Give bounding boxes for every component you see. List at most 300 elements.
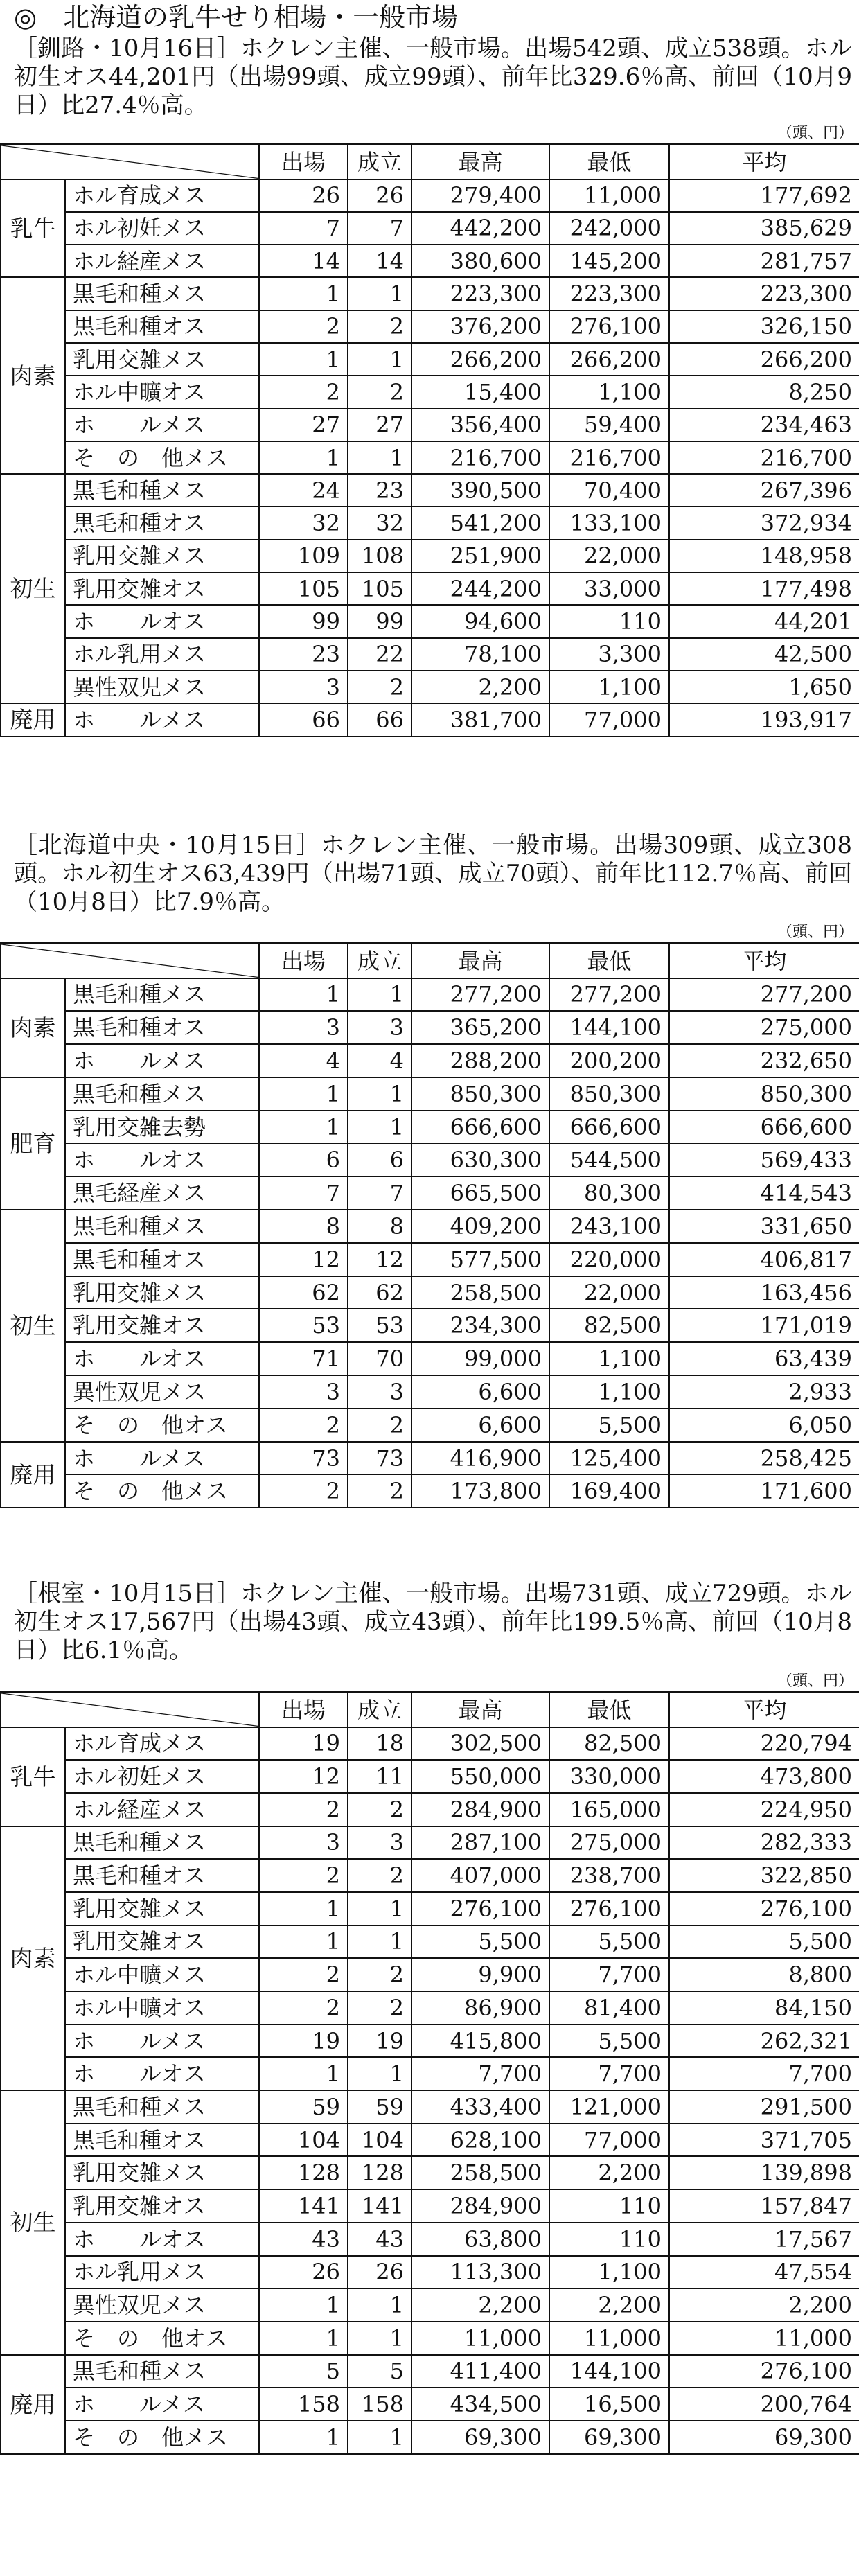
value-cell: 59,400 (549, 409, 669, 441)
value-cell: 105 (348, 572, 411, 605)
value-cell: 2,933 (669, 1375, 859, 1409)
breed-label: 黒毛和種メス (65, 978, 259, 1012)
category-label: 乳牛 (1, 1727, 65, 1826)
table-row (1, 2124, 859, 2157)
column-header: 出場 (259, 944, 348, 978)
table-row (1, 978, 859, 1012)
breed-label: ホ ルオス (65, 1143, 259, 1176)
value-cell: 128 (348, 2156, 411, 2189)
category-label: 肉素 (1, 978, 65, 1077)
header-corner (1, 145, 259, 179)
value-cell: 26 (348, 2256, 411, 2289)
value-cell: 128 (259, 2156, 348, 2189)
value-cell: 26 (259, 179, 348, 212)
breed-label: ホ ルメス (65, 409, 259, 441)
value-cell: 2,200 (411, 671, 549, 703)
value-cell: 7 (259, 1176, 348, 1210)
breed-label: 黒毛和種メス (65, 1210, 259, 1243)
value-cell: 371,705 (669, 2124, 859, 2157)
value-cell: 8 (259, 1210, 348, 1243)
value-cell: 1 (348, 343, 411, 376)
column-header: 成立 (348, 145, 411, 179)
value-cell: 1 (259, 441, 348, 474)
breed-label: そ の 他メス (65, 1474, 259, 1508)
breed-label: ホ ルオス (65, 2223, 259, 2256)
column-header: 最高 (411, 944, 549, 978)
value-cell: 59 (259, 2090, 348, 2124)
value-cell: 19 (348, 2024, 411, 2058)
value-cell: 1 (259, 2288, 348, 2322)
value-cell: 3,300 (549, 638, 669, 671)
value-cell: 158 (348, 2388, 411, 2421)
table-row (1, 671, 859, 703)
value-cell: 216,700 (549, 441, 669, 474)
table-row (1, 376, 859, 408)
value-cell: 216,700 (411, 441, 549, 474)
value-cell: 628,100 (411, 2124, 549, 2157)
breed-label: そ の 他オス (65, 1409, 259, 1442)
table-row (1, 1793, 859, 1826)
value-cell: 380,600 (411, 245, 549, 277)
value-cell: 44,201 (669, 605, 859, 637)
value-cell: 104 (259, 2124, 348, 2157)
value-cell: 1,100 (549, 1342, 669, 1375)
value-cell: 2 (348, 1859, 411, 1892)
category-label: 初生 (1, 2090, 65, 2355)
value-cell: 4 (348, 1044, 411, 1077)
breed-label: ホル経産メス (65, 245, 259, 277)
value-cell: 47,554 (669, 2256, 859, 2289)
value-cell: 258,500 (411, 1276, 549, 1309)
value-cell: 372,934 (669, 506, 859, 539)
value-cell: 141 (348, 2189, 411, 2223)
table-row (1, 1826, 859, 1860)
value-cell: 23 (259, 638, 348, 671)
table-row (1, 2223, 859, 2256)
value-cell: 2 (348, 671, 411, 703)
value-cell: 69,300 (549, 2421, 669, 2454)
value-cell: 258,425 (669, 1442, 859, 1475)
value-cell: 11,000 (411, 2322, 549, 2355)
value-cell: 125,400 (549, 1442, 669, 1475)
table-row (1, 506, 859, 539)
breed-label: 黒毛和種オス (65, 1243, 259, 1276)
breed-label: 黒毛和種オス (65, 310, 259, 343)
value-cell: 84,150 (669, 1991, 859, 2024)
table-row (1, 1143, 859, 1176)
table-row (1, 1409, 859, 1442)
breed-label: 乳用交雑オス (65, 572, 259, 605)
value-cell: 385,629 (669, 212, 859, 245)
breed-label: 黒毛和種オス (65, 2124, 259, 2157)
value-cell: 17,567 (669, 2223, 859, 2256)
breed-label: 異性双児メス (65, 1375, 259, 1409)
breed-label: ホ ルオス (65, 605, 259, 637)
table-row (1, 703, 859, 736)
value-cell: 411,400 (411, 2355, 549, 2388)
value-cell: 6,600 (411, 1409, 549, 1442)
diagonal-line (1, 944, 258, 978)
value-cell: 1 (259, 1111, 348, 1144)
value-cell: 330,000 (549, 1760, 669, 1793)
value-cell: 1 (348, 2322, 411, 2355)
value-cell: 3 (348, 1375, 411, 1409)
value-cell: 2 (259, 1474, 348, 1508)
value-cell: 9,900 (411, 1958, 549, 1991)
column-header: 最低 (549, 145, 669, 179)
header-corner (1, 944, 259, 978)
value-cell: 22 (348, 638, 411, 671)
value-cell: 169,400 (549, 1474, 669, 1508)
value-cell: 105 (259, 572, 348, 605)
value-cell: 22,000 (549, 540, 669, 572)
table-row (1, 1077, 859, 1111)
value-cell: 73 (348, 1442, 411, 1475)
price-table (0, 942, 859, 1508)
value-cell: 42,500 (669, 638, 859, 671)
value-cell: 577,500 (411, 1243, 549, 1276)
value-cell: 232,650 (669, 1044, 859, 1077)
value-cell: 473,800 (669, 1760, 859, 1793)
value-cell: 171,019 (669, 1309, 859, 1342)
table-row (1, 1210, 859, 1243)
column-header: 最低 (549, 1693, 669, 1727)
value-cell: 63,439 (669, 1342, 859, 1375)
value-cell: 5,500 (549, 1925, 669, 1959)
value-cell: 284,900 (411, 2189, 549, 2223)
breed-label: ホル初妊メス (65, 212, 259, 245)
value-cell: 6,050 (669, 1409, 859, 1442)
breed-label: 乳用交雑オス (65, 1309, 259, 1342)
value-cell: 24 (259, 474, 348, 506)
breed-label: そ の 他メス (65, 441, 259, 474)
value-cell: 7 (348, 1176, 411, 1210)
value-cell: 544,500 (549, 1143, 669, 1176)
table-row (1, 1760, 859, 1793)
value-cell: 3 (348, 1011, 411, 1044)
value-cell: 71 (259, 1342, 348, 1375)
breed-label: ホル乳用メス (65, 638, 259, 671)
value-cell: 165,000 (549, 1793, 669, 1826)
table-row (1, 1044, 859, 1077)
value-cell: 1,650 (669, 671, 859, 703)
value-cell: 110 (549, 605, 669, 637)
value-cell: 243,100 (549, 1210, 669, 1243)
value-cell: 282,333 (669, 1826, 859, 1860)
value-cell: 244,200 (411, 572, 549, 605)
value-cell: 276,100 (411, 1892, 549, 1925)
column-header: 成立 (348, 944, 411, 978)
value-cell: 5,500 (669, 1925, 859, 1959)
table-row (1, 2388, 859, 2421)
value-cell: 1 (259, 1925, 348, 1959)
value-cell: 266,200 (411, 343, 549, 376)
value-cell: 2 (348, 1409, 411, 1442)
value-cell: 1 (348, 2421, 411, 2454)
value-cell: 144,100 (549, 1011, 669, 1044)
diagonal-line (1, 1693, 258, 1727)
column-header: 平均 (669, 1693, 859, 1727)
unit-label: （頭、円） (777, 125, 853, 142)
value-cell: 381,700 (411, 703, 549, 736)
table-row (1, 2256, 859, 2289)
value-cell: 2,200 (549, 2288, 669, 2322)
value-cell: 5,500 (411, 1925, 549, 1959)
breed-label: ホル中曠オス (65, 1991, 259, 2024)
value-cell: 1 (348, 1077, 411, 1111)
value-cell: 1 (259, 343, 348, 376)
value-cell: 6 (259, 1143, 348, 1176)
value-cell: 104 (348, 2124, 411, 2157)
value-cell: 326,150 (669, 310, 859, 343)
value-cell: 666,600 (669, 1111, 859, 1144)
table-row (1, 343, 859, 376)
value-cell: 258,500 (411, 2156, 549, 2189)
value-cell: 43 (259, 2223, 348, 2256)
table-row (1, 1474, 859, 1508)
value-cell: 409,200 (411, 1210, 549, 1243)
value-cell: 15,400 (411, 376, 549, 408)
value-cell: 442,200 (411, 212, 549, 245)
value-cell: 266,200 (669, 343, 859, 376)
category-label: 初生 (1, 474, 65, 703)
breed-label: そ の 他オス (65, 2322, 259, 2355)
value-cell: 279,400 (411, 179, 549, 212)
table-row (1, 1892, 859, 1925)
value-cell: 1 (348, 277, 411, 310)
value-cell: 81,400 (549, 1991, 669, 2024)
breed-label: ホ ルメス (65, 1044, 259, 1077)
value-cell: 11,000 (669, 2322, 859, 2355)
table-row (1, 1111, 859, 1144)
value-cell: 8 (348, 1210, 411, 1243)
value-cell: 2,200 (669, 2288, 859, 2322)
value-cell: 3 (259, 1826, 348, 1860)
value-cell: 1 (348, 2288, 411, 2322)
table-row (1, 2156, 859, 2189)
value-cell: 390,500 (411, 474, 549, 506)
value-cell: 1,100 (549, 2256, 669, 2289)
value-cell: 850,300 (549, 1077, 669, 1111)
value-cell: 302,500 (411, 1727, 549, 1761)
category-label: 廃用 (1, 2355, 65, 2454)
value-cell: 66 (348, 703, 411, 736)
table-row (1, 2189, 859, 2223)
breed-label: 黒毛和種オス (65, 506, 259, 539)
breed-label: 黒毛和種メス (65, 474, 259, 506)
value-cell: 287,100 (411, 1826, 549, 1860)
value-cell: 850,300 (669, 1077, 859, 1111)
value-cell: 1 (259, 978, 348, 1012)
value-cell: 5 (259, 2355, 348, 2388)
table-row (1, 1276, 859, 1309)
table-row (1, 1859, 859, 1892)
table-row (1, 1176, 859, 1210)
value-cell: 4 (259, 1044, 348, 1077)
value-cell: 414,543 (669, 1176, 859, 1210)
value-cell: 234,300 (411, 1309, 549, 1342)
breed-label: 黒毛和種メス (65, 277, 259, 310)
value-cell: 3 (259, 1375, 348, 1409)
value-cell: 277,200 (411, 978, 549, 1012)
value-cell: 1 (348, 2057, 411, 2090)
value-cell: 3 (259, 1011, 348, 1044)
value-cell: 7 (348, 212, 411, 245)
table-row (1, 2057, 859, 2090)
breed-label: 乳用交雑メス (65, 1276, 259, 1309)
value-cell: 23 (348, 474, 411, 506)
value-cell: 434,500 (411, 2388, 549, 2421)
breed-label: ホル中曠メス (65, 1958, 259, 1991)
category-label: 乳牛 (1, 179, 65, 278)
value-cell: 200,764 (669, 2388, 859, 2421)
value-cell: 32 (348, 506, 411, 539)
breed-label: 黒毛経産メス (65, 1176, 259, 1210)
value-cell: 6 (348, 1143, 411, 1176)
value-cell: 12 (259, 1243, 348, 1276)
table-row (1, 1243, 859, 1276)
table-row (1, 179, 859, 212)
breed-label: ホ ルオス (65, 2057, 259, 2090)
table-row (1, 540, 859, 572)
value-cell: 59 (348, 2090, 411, 2124)
value-cell: 2 (259, 1958, 348, 1991)
value-cell: 14 (348, 245, 411, 277)
table-row (1, 1442, 859, 1475)
value-cell: 12 (259, 1760, 348, 1793)
table-row (1, 1011, 859, 1044)
value-cell: 238,700 (549, 1859, 669, 1892)
table-row (1, 605, 859, 637)
value-cell: 43 (348, 2223, 411, 2256)
breed-label: そ の 他メス (65, 2421, 259, 2454)
value-cell: 110 (549, 2189, 669, 2223)
value-cell: 284,900 (411, 1793, 549, 1826)
value-cell: 223,300 (669, 277, 859, 310)
value-cell: 224,950 (669, 1793, 859, 1826)
breed-label: ホル経産メス (65, 1793, 259, 1826)
value-cell: 275,000 (669, 1011, 859, 1044)
breed-label: 異性双児メス (65, 671, 259, 703)
value-cell: 1,100 (549, 671, 669, 703)
value-cell: 82,500 (549, 1727, 669, 1761)
value-cell: 1,100 (549, 1375, 669, 1409)
breed-label: ホル中曠オス (65, 376, 259, 408)
value-cell: 276,100 (669, 2355, 859, 2388)
value-cell: 2 (259, 310, 348, 343)
value-cell: 66 (259, 703, 348, 736)
category-label: 廃用 (1, 1442, 65, 1508)
value-cell: 99 (348, 605, 411, 637)
column-header: 平均 (669, 145, 859, 179)
value-cell: 12 (348, 1243, 411, 1276)
price-table (0, 1691, 859, 2455)
table-row (1, 2421, 859, 2454)
breed-label: 乳用交雑オス (65, 1925, 259, 1959)
value-cell: 569,433 (669, 1143, 859, 1176)
value-cell: 242,000 (549, 212, 669, 245)
value-cell: 1,100 (549, 376, 669, 408)
value-cell: 2 (348, 1991, 411, 2024)
value-cell: 62 (259, 1276, 348, 1309)
value-cell: 276,100 (669, 1892, 859, 1925)
market-summary: ［釧路・10月16日］ホクレン主催、一般市場。出場542頭、成立538頭。ホル初生オス44,201円（出場99頭、成立99頭）、前年比329.6％高、前回（10月9日）比27.4％高。 (14, 35, 852, 119)
column-header: 平均 (669, 944, 859, 978)
column-header: 出場 (259, 145, 348, 179)
table-row (1, 1727, 859, 1761)
breed-label: ホ ルメス (65, 2388, 259, 2421)
value-cell: 322,850 (669, 1859, 859, 1892)
value-cell: 7,700 (669, 2057, 859, 2090)
value-cell: 1 (259, 2057, 348, 2090)
value-cell: 11,000 (549, 2322, 669, 2355)
table-row (1, 441, 859, 474)
value-cell: 8,250 (669, 376, 859, 408)
value-cell: 110 (549, 2223, 669, 2256)
value-cell: 14 (259, 245, 348, 277)
value-cell: 200,200 (549, 1044, 669, 1077)
table-row (1, 2024, 859, 2058)
table-row (1, 1991, 859, 2024)
value-cell: 406,817 (669, 1243, 859, 1276)
category-label: 初生 (1, 1210, 65, 1442)
market-summary: ［根室・10月15日］ホクレン主催、一般市場。出場731頭、成立729頭。ホル初生オス17,567円（出場43頭、成立43頭）、前年比199.5％高、前回（10月8日）比6.1％高。 (14, 1580, 852, 1664)
unit-label: （頭、円） (777, 924, 853, 941)
value-cell: 416,900 (411, 1442, 549, 1475)
value-cell: 158 (259, 2388, 348, 2421)
value-cell: 63,800 (411, 2223, 549, 2256)
value-cell: 109 (259, 540, 348, 572)
table-row (1, 2355, 859, 2388)
value-cell: 86,900 (411, 1991, 549, 2024)
value-cell: 5 (348, 2355, 411, 2388)
table-row (1, 572, 859, 605)
value-cell: 77,000 (549, 2124, 669, 2157)
value-cell: 80,300 (549, 1176, 669, 1210)
value-cell: 267,396 (669, 474, 859, 506)
value-cell: 666,600 (549, 1111, 669, 1144)
value-cell: 193,917 (669, 703, 859, 736)
value-cell: 163,456 (669, 1276, 859, 1309)
value-cell: 7 (259, 212, 348, 245)
value-cell: 1 (259, 2322, 348, 2355)
breed-label: 黒毛和種オス (65, 1011, 259, 1044)
value-cell: 223,300 (549, 277, 669, 310)
value-cell: 276,100 (549, 1892, 669, 1925)
value-cell: 11 (348, 1760, 411, 1793)
value-cell: 216,700 (669, 441, 859, 474)
table-row (1, 245, 859, 277)
breed-label: ホ ルメス (65, 703, 259, 736)
value-cell: 99 (259, 605, 348, 637)
value-cell: 266,200 (549, 343, 669, 376)
breed-label: 乳用交雑メス (65, 1892, 259, 1925)
table-row (1, 2288, 859, 2322)
value-cell: 2 (348, 376, 411, 408)
table-row (1, 1309, 859, 1342)
table-header (1, 145, 859, 179)
value-cell: 3 (259, 671, 348, 703)
breed-label: 黒毛和種メス (65, 1826, 259, 1860)
value-cell: 2,200 (411, 2288, 549, 2322)
value-cell: 53 (259, 1309, 348, 1342)
value-cell: 276,100 (549, 310, 669, 343)
value-cell: 145,200 (549, 245, 669, 277)
value-cell: 177,692 (669, 179, 859, 212)
breed-label: ホル育成メス (65, 179, 259, 212)
value-cell: 2 (259, 1409, 348, 1442)
value-cell: 5,500 (549, 1409, 669, 1442)
